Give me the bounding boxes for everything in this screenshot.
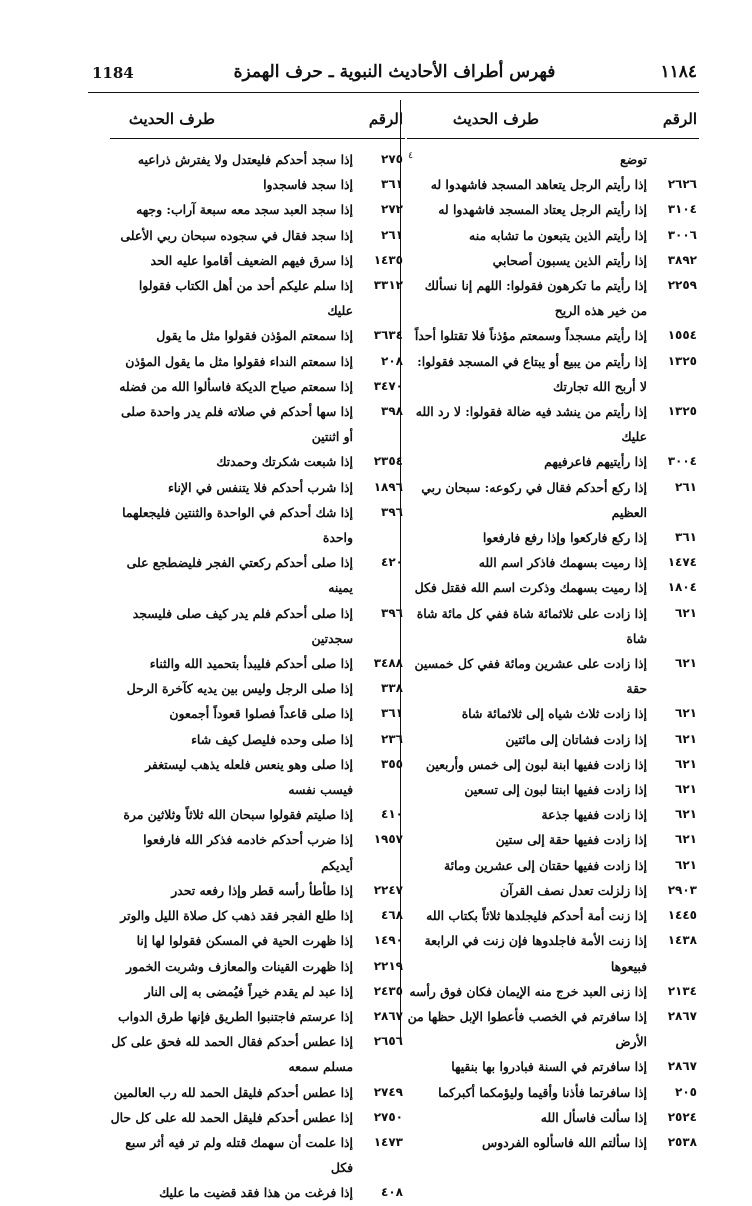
index-entry — [407, 701, 699, 726]
entry-number: ٢٣٥٤ — [373, 454, 403, 469]
right-column-header — [407, 100, 699, 139]
entry-number: ٢٢١٩ — [373, 958, 403, 973]
entry-text: إذا صلى الرجل وليس بين يديه كآخرة الرحل — [126, 681, 353, 697]
entry-text: إذا زادت على عشرين ومائة ففي كل خمسين حقة — [414, 656, 647, 697]
entry-text: إذا رأيتم من يبيع أو يبتاع في المسجد فقولوا: لا أربح الله تجارتك — [417, 353, 647, 394]
entry-text: إذا رأيتم ما تكرهون فقولوا: اللهم إنا نسألك من خير هذه الريح — [424, 278, 647, 319]
index-entry — [407, 727, 699, 752]
entry-number: ٢٨٦٧ — [667, 1008, 697, 1023]
entry-text: إذا عطس أحدكم فليقل الحمد لله رب العالمين — [113, 1084, 353, 1100]
entry-number: ١٤٩٠ — [373, 933, 403, 948]
page-header — [92, 62, 697, 92]
page-number-arabic: ١١٨٤ — [660, 62, 697, 82]
index-entry — [110, 1130, 405, 1180]
entry-number: ٦٢١ — [675, 782, 697, 797]
index-entry — [110, 172, 405, 197]
entry-number: ٢٧٢ — [381, 202, 403, 217]
index-entry — [110, 349, 405, 374]
entry-number: ٤٦٨ — [381, 908, 403, 923]
entry-text: إذا زنت أمة أحدكم فليجلدها ثلاثاً بكتاب الله — [426, 908, 647, 924]
right-entries — [407, 139, 699, 1155]
entry-number: ٢٦١ — [675, 479, 697, 494]
entry-number: ٢٠٥ — [675, 1084, 697, 1099]
entry-number: ٢٨٦٧ — [373, 1008, 403, 1023]
entry-number: ٣٦١ — [381, 177, 403, 192]
entry-number: ٢٥٣٨ — [667, 1134, 697, 1149]
index-entry — [407, 1004, 699, 1054]
entry-number: ٦٢١ — [675, 807, 697, 822]
entry-number: ٣٩٨ — [381, 404, 403, 419]
entry-text: إذا طلع الفجر فقد ذهب كل صلاة الليل والوتر — [120, 908, 353, 924]
index-entry — [110, 1105, 405, 1130]
index-entry — [407, 223, 699, 248]
entry-text: إذا زادت ففيها ابنتا لبون إلى تسعين — [464, 782, 647, 798]
entry-number: ٣٠٠٦ — [667, 227, 697, 242]
entry-number: ١٤٧٣ — [373, 1134, 403, 1149]
entry-text: إذا ركع أحدكم فقال في ركوعه: سبحان ربي العظيم — [421, 479, 647, 520]
entry-text: إذا ظهرت القينات والمعازف وشربت الخمور — [126, 958, 353, 974]
entry-text: إذا سألت فاسأل الله — [540, 1109, 647, 1125]
entry-number: ١٥٥٤ — [667, 328, 697, 343]
index-entry — [407, 651, 699, 701]
entry-text: إذا سألتم الله فاسألوه الفردوس — [481, 1134, 647, 1150]
index-entry — [110, 1004, 405, 1029]
index-entry — [110, 1180, 405, 1205]
index-entry — [110, 399, 405, 449]
entry-number: ١٣٢٥ — [667, 404, 697, 419]
index-entry — [110, 500, 405, 550]
entry-mark: ٤ — [408, 151, 413, 161]
entry-number: ٣٩٦ — [381, 605, 403, 620]
entry-number: ٢٨٦٧ — [667, 1059, 697, 1074]
entry-text: إذا زنى العبد خرج منه الإيمان فكان فوق رأسه — [409, 983, 647, 999]
index-entry — [110, 928, 405, 953]
entry-text: إذا رأيتيهم فاعرفيهم — [544, 454, 647, 470]
entry-text: إذا سجد العبد سجد معه سبعة آراب: وجهه — [136, 202, 353, 218]
index-entry — [407, 979, 699, 1004]
entry-text: إذا رأيتم من ينشد فيه ضالة فقولوا: لا رد الله عليك — [415, 404, 647, 445]
entry-number: ٣١٠٤ — [667, 202, 697, 217]
entry-text: إذا شبعت شكرتك وحمدتك — [216, 454, 353, 470]
index-entry — [110, 752, 405, 802]
header-rule — [88, 92, 699, 93]
index-entry — [407, 323, 699, 348]
entry-number: ١٤٤٥ — [667, 908, 697, 923]
entry-number: ٤١٠ — [381, 807, 403, 822]
index-entry — [407, 349, 699, 399]
entry-text: إذا زادت على ثلاثمائة شاة ففي كل مائة شاة شاة — [416, 605, 647, 646]
hadith-column-heading: طرف الحديث — [452, 110, 539, 128]
index-entry — [407, 777, 699, 802]
entry-text: إذا زلزلت تعدل نصف القرآن — [499, 882, 647, 898]
entry-number: ٣٦٣٤ — [373, 328, 403, 343]
entry-text: إذا صلى أحدكم فليبدأ بتحميد الله والثناء — [149, 656, 353, 672]
entry-text: إذا صلى قاعداً فصلوا قعوداً أجمعون — [169, 706, 353, 722]
entry-number: ٣٦١ — [675, 530, 697, 545]
entry-number: ١٤٣٥ — [373, 252, 403, 267]
entry-number: ٢٧٥٠ — [373, 1109, 403, 1124]
entry-number: ٣٣١٢ — [373, 278, 403, 293]
entry-number: ٦٢١ — [675, 706, 697, 721]
entry-text: إذا سرق فيهم الضعيف أقاموا عليه الحد — [150, 252, 353, 268]
index-entry — [110, 475, 405, 500]
entry-text: إذا صلى وحده فليصل كيف شاء — [191, 731, 353, 747]
index-entry — [110, 878, 405, 903]
index-entry — [110, 676, 405, 701]
entry-number: ٦٢١ — [675, 857, 697, 872]
entry-number: ٣٤٧٠ — [373, 378, 403, 393]
index-entry — [407, 853, 699, 878]
entry-text: إذا سافرتم في السنة فبادروا بها بنقيها — [451, 1059, 647, 1075]
index-entry — [407, 172, 699, 197]
index-entry — [407, 827, 699, 852]
entry-number: ٢٢٥٩ — [667, 278, 697, 293]
entry-text: إذا عطس أحدكم فقال الحمد لله فحق على كل مسلم سمعه — [111, 1034, 353, 1075]
entry-text: إذا زنت الأمة فاجلدوها فإن زنت في الرابعة فبيعوها — [424, 933, 647, 974]
index-entry — [407, 1080, 699, 1105]
index-entry — [407, 147, 699, 172]
entry-text: توضع — [620, 152, 647, 167]
entry-text: إذا صليتم فقولوا سبحان الله ثلاثاً وثلاثين مرة — [123, 807, 353, 823]
entry-text: إذا رأيتم الذين يتبعون ما تشابه منه — [469, 227, 647, 243]
index-entry — [110, 903, 405, 928]
entry-number: ٣٠٠٤ — [667, 454, 697, 469]
index-entry — [110, 802, 405, 827]
entry-number: ٤٢٠ — [381, 555, 403, 570]
number-column-heading: الرقم — [662, 110, 697, 128]
index-entry — [110, 273, 405, 323]
index-entry — [110, 197, 405, 222]
entry-number: ٢٧٥ — [381, 152, 403, 166]
entry-text: إذا فرغت من هذا فقد قضيت ما عليك — [159, 1185, 353, 1201]
index-entry — [110, 954, 405, 979]
entry-number: ٣٣٨ — [381, 681, 403, 696]
entry-text: إذا سافرتم في الخصب فأعطوا الإبل حظها من الأرض — [407, 1008, 647, 1050]
index-entry — [110, 147, 413, 172]
entry-number: ١٩٥٧ — [373, 832, 403, 847]
entry-text: إذا زادت ففيها حقة إلى ستين — [495, 832, 647, 848]
index-entry — [110, 601, 405, 651]
entry-text: إذا رميت بسهمك وذكرت اسم الله فقتل فكل — [414, 580, 647, 596]
entry-number: ٢٢٤٧ — [373, 882, 403, 897]
entry-text: إذا رأيتم الرجل يعتاد المسجد فاشهدوا له — [438, 202, 647, 218]
index-entry — [110, 701, 405, 726]
entry-number: ٢٦٢٦ — [667, 177, 697, 192]
entry-number: ٦٢١ — [675, 605, 697, 620]
entry-number: ١٤٧٤ — [667, 555, 697, 570]
index-entry — [110, 651, 405, 676]
index-entry — [407, 903, 699, 928]
index-entry — [407, 802, 699, 827]
index-entry — [407, 475, 699, 525]
index-entry — [407, 878, 699, 903]
entry-number: ٢٦١ — [381, 227, 403, 242]
entry-number: ٣٨٩٢ — [667, 252, 697, 267]
index-entry — [110, 1029, 405, 1079]
entry-text: إذا زادت ففيها جذعة — [541, 807, 647, 823]
entry-text: إذا رأيتم الذين يسبون أصحابي — [492, 252, 647, 268]
entry-number: ١٤٣٨ — [667, 933, 697, 948]
entry-text: إذا ظهرت الحية في المسكن فقولوا لها إنا — [136, 933, 353, 949]
entry-number: ٢٠٨ — [381, 353, 403, 368]
entry-text: إذا سافرتما فأذنا وأقيما وليؤمكما أكبركما — [438, 1084, 647, 1100]
index-entry — [110, 550, 405, 600]
page-number-latin: 1184 — [92, 64, 134, 82]
index-entry — [407, 449, 699, 474]
entry-text: إذا عبد لم يقدم خيراً فيُمضى به إلى النار — [144, 983, 353, 999]
entry-text: إذا صلى أحدكم فلم يدر كيف صلى فليسجد سجدتين — [132, 605, 353, 646]
entry-number: ٢١٣٤ — [667, 983, 697, 998]
entry-number: ٤٠٨ — [381, 1185, 403, 1200]
entry-number: ١٣٢٥ — [667, 353, 697, 368]
index-entry — [407, 575, 699, 600]
index-entry — [407, 1130, 699, 1155]
index-entry — [407, 1054, 699, 1079]
entry-text: إذا رأيتم الرجل يتعاهد المسجد فاشهدوا له — [430, 177, 647, 193]
entry-text: إذا طأطأ رأسه قطر وإذا رفعه تحدر — [171, 882, 353, 898]
index-entry — [407, 273, 699, 323]
index-entry — [407, 601, 699, 651]
index-entry — [407, 752, 699, 777]
index-entry — [407, 399, 699, 449]
entry-text: إذا علمت أن سهمك قتله ولم تر فيه أثر سبع فكل — [125, 1134, 353, 1176]
entry-text: إذا عطس أحدكم فليقل الحمد لله على كل حال — [110, 1109, 353, 1125]
index-entry — [110, 727, 405, 752]
index-entry — [407, 197, 699, 222]
entry-text: إذا سمعتم النداء فقولوا مثل ما يقول المؤذن — [125, 353, 353, 369]
entry-number: ١٨٩٦ — [373, 479, 403, 494]
index-entry — [110, 248, 405, 273]
entry-text: إذا صلى وهو ينعس فلعله يذهب ليستغفر فيسب نفسه — [145, 756, 353, 798]
entry-number: ٣٤٨٨ — [373, 656, 403, 671]
entry-text: إذا سها أحدكم في صلاته فلم يدر واحدة صلى أو اثنتين — [120, 404, 353, 445]
entry-text: إذا سجد أحدكم فليعتدل ولا يفترش ذراعيه — [137, 152, 353, 167]
index-entry — [110, 979, 405, 1004]
entry-text: إذا صلى أحدكم ركعتي الفجر فليضطجع على يمينه — [126, 555, 353, 596]
entry-text: إذا سمعتم المؤذن فقولوا مثل ما يقول — [156, 328, 353, 344]
entry-number: ٦٢١ — [675, 731, 697, 746]
entry-text: إذا سمعتم صياح الديكة فاسألوا الله من فضله — [119, 378, 353, 394]
index-entry — [110, 323, 405, 348]
left-column-header — [110, 100, 405, 139]
entry-text: إذا زادت ففيها حقتان إلى عشرين ومائة — [443, 857, 647, 873]
entry-text: إذا شرب أحدكم فلا يتنفس في الإناء — [167, 479, 353, 495]
index-entry — [407, 928, 699, 978]
index-entry — [407, 525, 699, 550]
index-entry — [110, 1080, 405, 1105]
page-title: فهرس أطراف الأحاديث النبوية ـ حرف الهمزة — [233, 62, 556, 82]
entry-number: ٣٩٦ — [381, 504, 403, 519]
entry-text: إذا رميت بسهمك فاذكر اسم الله — [478, 555, 647, 571]
entry-text: إذا عرستم فاجتنبوا الطريق فإنها طرق الدواب — [117, 1008, 353, 1024]
number-column-heading: الرقم — [368, 110, 403, 128]
entry-text: إذا ضرب أحدكم خادمه فذكر الله فارفعوا أيديكم — [143, 832, 353, 873]
entry-number: ٦٢١ — [675, 756, 697, 771]
entry-text: إذا سجد فاسجدوا — [263, 177, 353, 193]
right-column — [407, 100, 699, 1155]
entry-number: ٦٢١ — [675, 656, 697, 671]
index-entry — [407, 248, 699, 273]
index-entry — [407, 1105, 699, 1130]
entry-number: ٦٢١ — [675, 832, 697, 847]
entry-number: ٣٥٥ — [381, 756, 403, 771]
hadith-column-heading: طرف الحديث — [128, 110, 215, 128]
entry-text: إذا زادت فشاتان إلى مائتين — [505, 731, 647, 747]
entry-number: ٢٣٦ — [381, 731, 403, 746]
entry-text: إذا سجد فقال في سجوده سبحان ربي الأعلى — [120, 227, 353, 243]
left-entries — [110, 139, 413, 1206]
entry-number: ٢٤٣٥ — [373, 983, 403, 998]
entry-number: ١٨٠٤ — [667, 580, 697, 595]
index-entry — [110, 374, 405, 399]
entry-number: ٢٥٢٤ — [667, 1109, 697, 1124]
entry-number: ٢٦٥٦ — [373, 1034, 403, 1049]
entry-text: إذا سلم عليكم أحد من أهل الكتاب فقولوا عليك — [138, 278, 353, 319]
entry-number: ٢٩٠٣ — [667, 882, 697, 897]
index-entry — [110, 223, 405, 248]
index-entry — [407, 550, 699, 575]
entry-text: إذا رأيتم مسجداً وسمعتم مؤذناً فلا تقتلوا أحداً — [414, 328, 647, 344]
entry-text: إذا ركع فاركعوا وإذا رفع فارفعوا — [482, 530, 647, 546]
left-column — [110, 100, 413, 1206]
entry-text: إذا شك أحدكم في الواحدة والثنتين فليجعلهما واحدة — [122, 504, 353, 546]
index-entry — [110, 827, 405, 877]
entry-text: إذا زادت ثلاث شياه إلى ثلاثمائة شاة — [461, 706, 647, 722]
entry-text: إذا زادت ففيها ابنة لبون إلى خمس وأربعين — [425, 756, 647, 772]
entry-number: ٢٧٤٩ — [373, 1084, 403, 1099]
entry-number: ٣٦١ — [381, 706, 403, 721]
index-entry — [110, 449, 405, 474]
